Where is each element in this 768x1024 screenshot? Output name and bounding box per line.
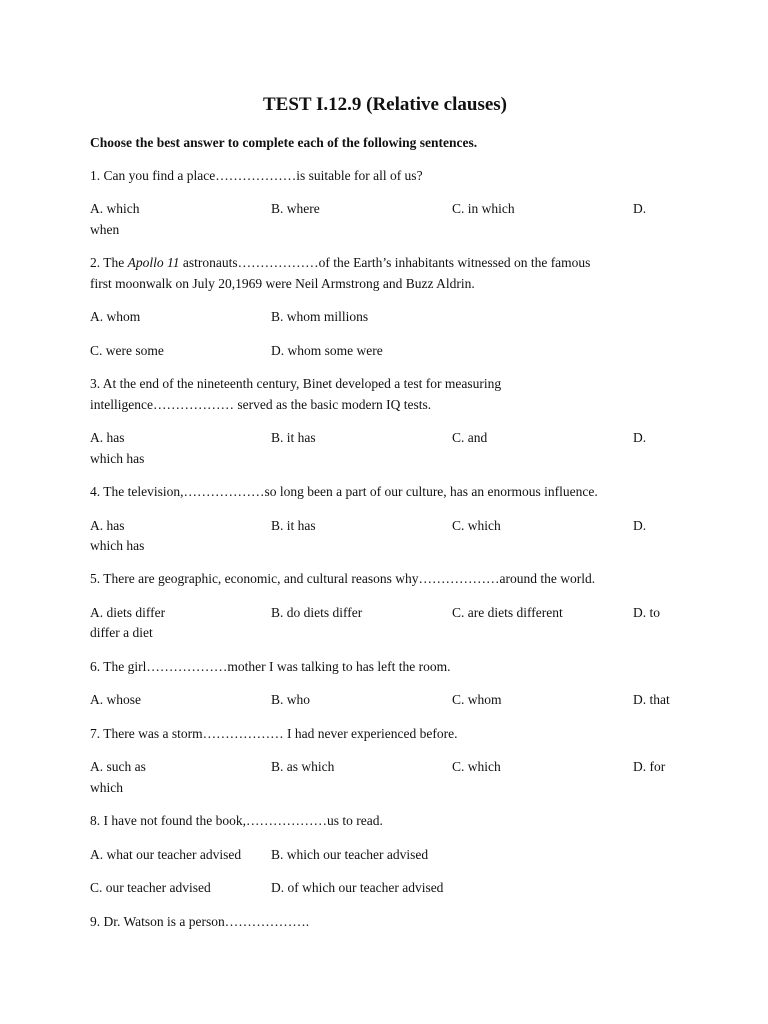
question-3-line-2: intelligence……………… served as the basic modern IQ tests. <box>90 397 432 412</box>
question-2-post: astronauts………………of the Earth’s inhabitants witnessed on the famous <box>179 255 591 270</box>
question-4: 4. The television,………………so long been a part of our culture, has an enormous influence. <box>90 484 598 499</box>
question-2-italic: Apollo 11 <box>127 255 180 270</box>
option-c: C. in which <box>452 201 515 216</box>
question-9: 9. Dr. Watson is a person………………. <box>90 914 310 929</box>
question-3-options <box>90 428 690 448</box>
question-8-options-row-2 <box>90 878 690 898</box>
option-b: B. as which <box>271 759 335 774</box>
question-4-options <box>90 516 690 536</box>
option-a: A. such as <box>90 759 146 774</box>
option-c: C. are diets different <box>452 605 563 620</box>
question-1: 1. Can you find a place………………is suitable for all of us? <box>90 168 423 183</box>
question-5: 5. There are geographic, economic, and cultural reasons why………………around the world. <box>90 571 596 586</box>
option-a: A. has <box>90 430 125 445</box>
option-d: D. to <box>633 605 660 620</box>
option-b: B. do diets differ <box>271 605 363 620</box>
question-6-options <box>90 690 690 710</box>
option-c: C. whom <box>452 692 502 707</box>
question-2 <box>90 253 590 274</box>
option-d: D. of which our teacher advised <box>271 880 444 895</box>
option-a: A. diets differ <box>90 605 166 620</box>
option-d-continuation: which has <box>90 538 145 553</box>
question-2-options-row-1 <box>90 307 690 327</box>
option-c: C. which <box>452 759 501 774</box>
option-d: D. <box>633 430 647 445</box>
option-d: D. <box>633 518 647 533</box>
option-c: C. our teacher advised <box>90 880 211 895</box>
option-a: A. what our teacher advised <box>90 847 242 862</box>
question-1-options <box>90 199 690 219</box>
page-title: TEST I.12.9 (Relative clauses) <box>262 94 507 115</box>
option-b: B. it has <box>271 430 316 445</box>
option-b: B. it has <box>271 518 316 533</box>
question-3: 3. At the end of the nineteenth century, Binet developed a test for measuring <box>90 376 502 391</box>
question-7-options <box>90 757 690 777</box>
question-7: 7. There was a storm……………… I had never experienced before. <box>90 726 458 741</box>
option-d: D. for <box>633 759 666 774</box>
question-8: 8. I have not found the book,………………us to read. <box>90 813 383 828</box>
question-2-line-2: first moonwalk on July 20,1969 were Neil Armstrong and Buzz Aldrin. <box>90 276 475 291</box>
option-d-continuation: which has <box>90 451 145 466</box>
option-c: C. and <box>452 430 488 445</box>
question-8-options-row-1 <box>90 845 690 865</box>
option-b: B. where <box>271 201 320 216</box>
question-2-options-row-2 <box>90 341 690 361</box>
document-page <box>90 0 690 1024</box>
option-c: C. which <box>452 518 501 533</box>
option-d: D. that <box>633 692 670 707</box>
option-d-continuation: when <box>90 222 120 237</box>
option-d-continuation: which <box>90 780 123 795</box>
question-5-options <box>90 603 690 623</box>
option-d-continuation: differ a diet <box>90 625 153 640</box>
option-a: A. which <box>90 201 140 216</box>
option-d: D. whom some were <box>271 343 383 358</box>
option-a: A. whom <box>90 309 141 324</box>
option-c: C. were some <box>90 343 164 358</box>
question-6: 6. The girl………………mother I was talking to has left the room. <box>90 659 451 674</box>
option-a: A. whose <box>90 692 141 707</box>
instruction-text: Choose the best answer to complete each of the following sentences. <box>90 135 478 150</box>
option-b: B. which our teacher advised <box>271 847 429 862</box>
option-b: B. whom millions <box>271 309 369 324</box>
option-d: D. <box>633 201 647 216</box>
question-2-pre: 2. The <box>90 255 128 270</box>
option-a: A. has <box>90 518 125 533</box>
option-b: B. who <box>271 692 311 707</box>
